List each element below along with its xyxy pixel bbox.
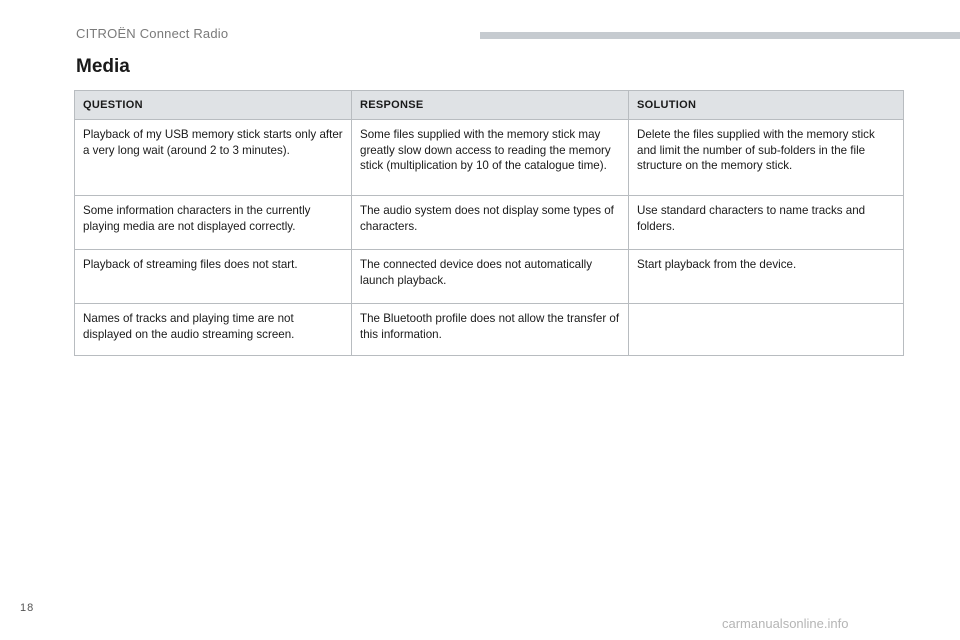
response-cell: The audio system does not display some types of characters. (352, 196, 629, 250)
page-number: 18 (20, 602, 35, 614)
question-cell: Playback of streaming files does not start. (75, 250, 352, 304)
question-cell: Names of tracks and playing time are not displayed on the audio streaming screen. (75, 304, 352, 356)
column-header-solution: SOLUTION (629, 91, 904, 120)
solution-cell: Delete the files supplied with the memory stick and limit the number of sub-folders in the file structure on the memory stick. (629, 120, 904, 196)
section-title: Media (76, 56, 130, 77)
table-row (75, 196, 904, 250)
response-cell: The connected device does not automatically launch playback. (352, 250, 629, 304)
response-cell: The Bluetooth profile does not allow the transfer of this information. (352, 304, 629, 356)
solution-cell: Start playback from the device. (629, 250, 904, 304)
manual-title: CITROËN Connect Radio (76, 26, 229, 41)
table-header-row (75, 91, 904, 120)
table-row (75, 304, 904, 356)
table-row (75, 120, 904, 196)
watermark: carmanualsonline.info (722, 616, 849, 631)
column-header-response: RESPONSE (352, 91, 629, 120)
response-cell: Some files supplied with the memory stick may greatly slow down access to reading the memory stick (multiplication by 10 of the catalogue time). (352, 120, 629, 196)
header-decorative-bar (480, 32, 960, 39)
solution-cell: Use standard characters to name tracks and folders. (629, 196, 904, 250)
table-row (75, 250, 904, 304)
column-header-question: QUESTION (75, 91, 352, 120)
faq-table (74, 90, 904, 356)
question-cell: Some information characters in the currently playing media are not displayed correctly. (75, 196, 352, 250)
question-cell: Playback of my USB memory stick starts only after a very long wait (around 2 to 3 minutes). (75, 120, 352, 196)
solution-cell (629, 304, 904, 356)
